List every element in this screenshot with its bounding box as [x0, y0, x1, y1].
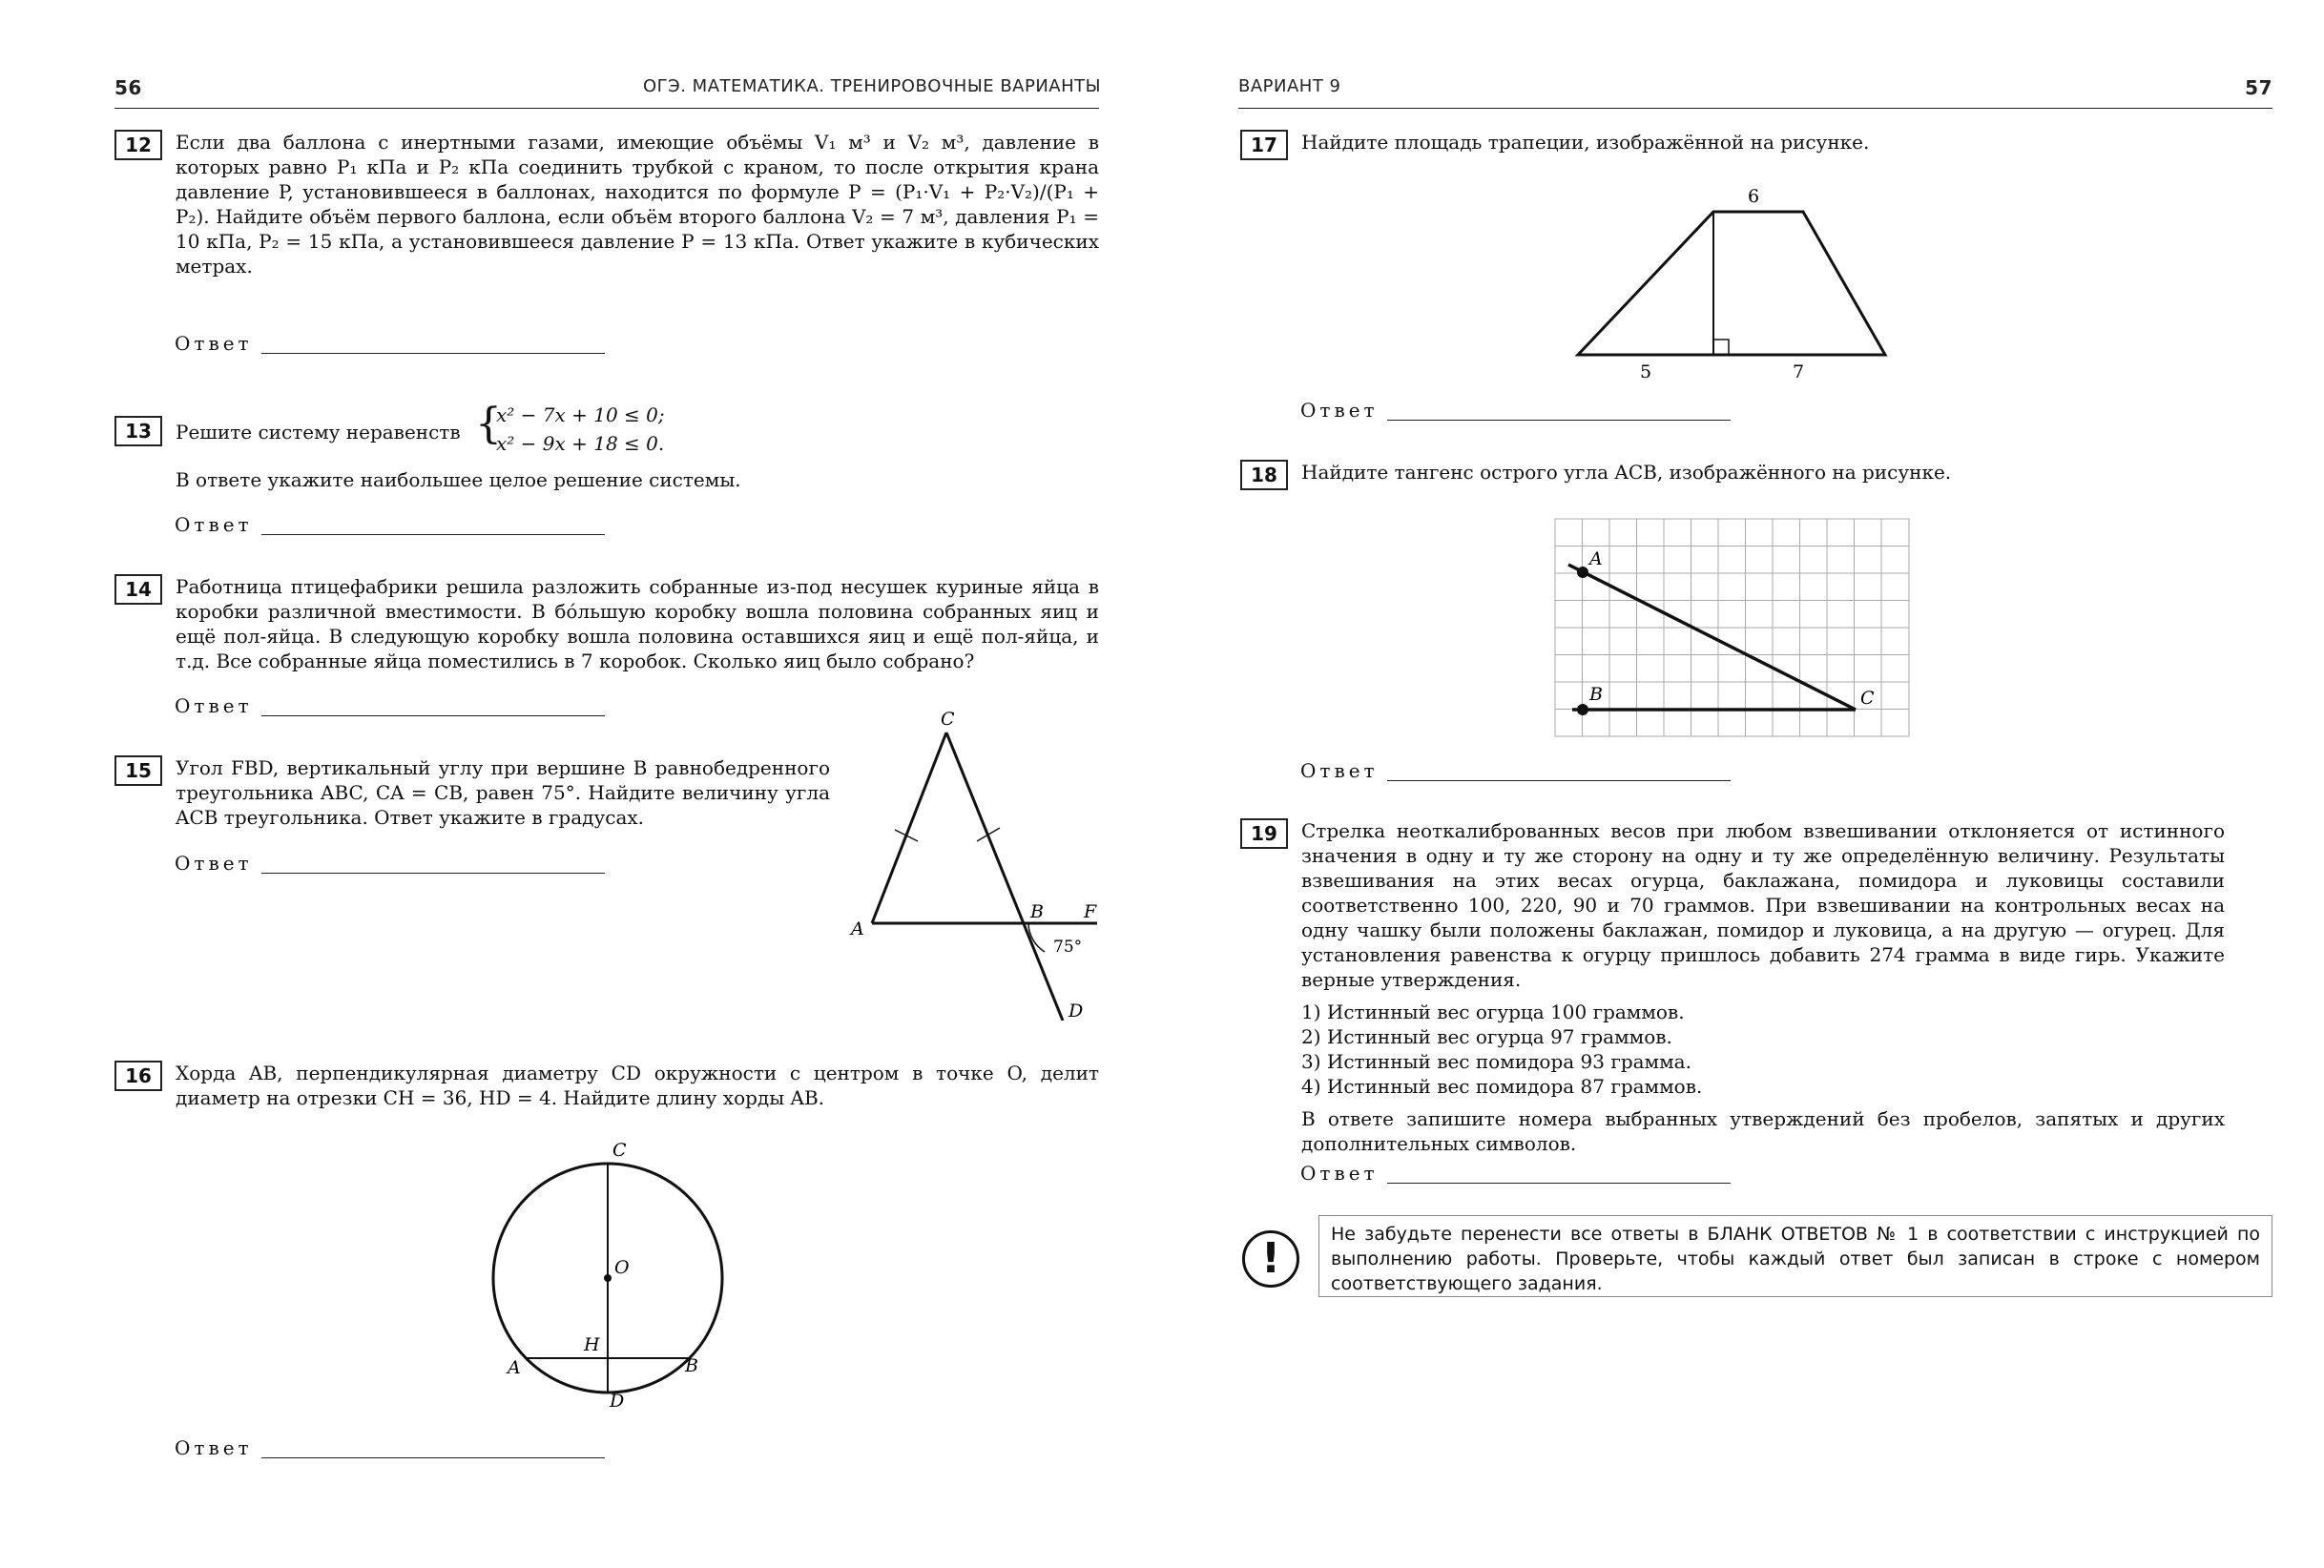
answer-label: Ответ: [175, 694, 253, 717]
answer-label: Ответ: [175, 852, 253, 875]
inequality-1: x² − 7x + 10 ≤ 0;: [496, 403, 665, 426]
label-right-base: 7: [1792, 361, 1805, 382]
label-h: H: [584, 1334, 600, 1355]
label-f: F: [1084, 901, 1097, 922]
answer-field[interactable]: [261, 715, 605, 716]
grid-lines: [1555, 519, 1909, 736]
angle-label: 75°: [1053, 938, 1083, 957]
page-number: 57: [2245, 76, 2272, 99]
answer-field[interactable]: [261, 353, 605, 354]
task-number: 14: [114, 574, 162, 605]
task-note: В ответе укажите наибольшее целое решение системы.: [176, 468, 741, 491]
label-c: C: [1860, 688, 1875, 709]
options-list: [1301, 1000, 1702, 1099]
notice-box: Не забудьте перенести все ответы в БЛАНК ОТВЕТОВ № 1 в соответствии с инструкцией по выполнению работы. Проверьте, чтобы каждый ответ был записан в строке с номером соответствующего задания.: [1318, 1215, 2272, 1297]
right-angle-mark: [1713, 340, 1729, 355]
task-text: Решите систему неравенств: [176, 421, 461, 444]
label-c: C: [941, 709, 955, 730]
answer-label: Ответ: [1300, 399, 1379, 422]
task-number: 19: [1240, 818, 1288, 849]
task-note: В ответе запишите номера выбранных утверждений без пробелов, запятых и других дополнительных символов.: [1301, 1107, 2225, 1155]
answer-field[interactable]: [261, 1457, 605, 1458]
label-b: B: [1030, 901, 1044, 922]
label-b: B: [685, 1355, 698, 1376]
label-left-base: 5: [1639, 361, 1652, 382]
system-inequalities: [496, 401, 665, 458]
trapezoid-figure: [1565, 179, 1908, 389]
answer-field[interactable]: [1387, 420, 1731, 421]
task-number: 17: [1240, 130, 1288, 160]
answer-label: Ответ: [1300, 1162, 1379, 1185]
label-d: D: [610, 1391, 625, 1412]
answer-label: Ответ: [175, 1436, 253, 1459]
answer-field[interactable]: [261, 873, 605, 874]
task-text: Стрелка неоткалиброванных весов при любом взвешивании отклоняется от истинного значения в одну и ту же сторону на одну и ту же определённую величину. Результаты взвешивания на этих весах огурца, баклажана, помидора и луковицы составили соответственно 100, 220, 90 и 70 граммов. При взвешивании на контрольных весах на одну чашку были положены баклажан, помидор и луковица, а на другую — огурец. Для установления равенства к огурцу пришлось добавить 274 грамма в виде гирь. Укажите верные утверждения.: [1301, 819, 2225, 991]
answer-field[interactable]: [1387, 1183, 1731, 1184]
header-rule: [114, 108, 1099, 109]
task-text: Угол FBD, вертикальный углу при вершине B равнобедренного треугольника ABC, CA = CB, равен 75°. Найдите величину угла ACB треугольника. Ответ укажите в градусах.: [176, 756, 830, 829]
task-number: 18: [1240, 460, 1288, 490]
option-3: 3) Истинный вес помидора 93 грамма.: [1301, 1050, 1691, 1073]
label-d: D: [1069, 1001, 1084, 1021]
label-a: A: [1589, 548, 1603, 569]
answer-field[interactable]: [261, 534, 605, 535]
point-a: [1577, 567, 1588, 578]
center-point: [604, 1274, 612, 1282]
system-brace: {: [475, 400, 502, 448]
answer-label: Ответ: [1300, 759, 1379, 782]
side-cb-extended: [946, 732, 1063, 1021]
triangle-figure: [840, 706, 1116, 1021]
task-text: Если два баллона с инертными газами, имеющие объёмы V₁ м³ и V₂ м³, давление в которых равно P₁ кПа и P₂ кПа соединить трубкой с краном, то после открытия крана давление P, установившееся в баллонах, находится по формуле P = (P₁·V₁ + P₂·V₂)/(P₁ + P₂). Найдите объём первого баллона, если объём второго баллона V₂ = 7 м³, давления P₁ = 10 кПа, P₂ = 15 кПа, а установившееся давление P = 13 кПа. Ответ укажите в кубических метрах.: [176, 131, 1099, 278]
grid-figure: [1546, 515, 1918, 744]
task-text: Хорда AB, перпендикулярная диаметру CD окружности с центром в точке O, делит диаметр на отрезки CH = 36, HD = 4. Найдите длину хорды AB.: [176, 1062, 1099, 1109]
answer-field[interactable]: [1387, 780, 1731, 781]
label-o: O: [614, 1257, 630, 1278]
side-ca: [872, 732, 946, 923]
task-text: Найдите тангенс острого угла ACB, изображённого на рисунке.: [1301, 461, 1952, 484]
task-number: 13: [114, 416, 162, 446]
label-top: 6: [1747, 186, 1760, 207]
label-a: A: [851, 918, 864, 939]
exclamation-icon: !: [1242, 1230, 1299, 1288]
task-text: Работница птицефабрики решила разложить собранные из-под несушек куриные яйца в коробки различной вместимости. В бо́льшую коробку вошла половина собранных яиц и ещё пол-яйца. В следующую коробку вошла половина оставшихся яиц и ещё пол-яйца, и т.д. Все собранные яйца поместились в 7 коробок. Сколько яиц было собрано?: [176, 575, 1099, 672]
answer-label: Ответ: [175, 332, 253, 355]
point-b: [1577, 704, 1588, 715]
ray-ca: [1568, 565, 1856, 710]
circle-figure: [487, 1137, 744, 1413]
task-number: 16: [114, 1061, 162, 1091]
label-b: B: [1589, 684, 1603, 705]
running-header: ОГЭ. МАТЕМАТИКА. ТРЕНИРОВОЧНЫЕ ВАРИАНТЫ: [643, 76, 1102, 96]
inequality-2: x² − 9x + 18 ≤ 0.: [496, 432, 665, 455]
option-2: 2) Истинный вес огурца 97 граммов.: [1301, 1025, 1672, 1048]
option-4: 4) Истинный вес помидора 87 граммов.: [1301, 1075, 1703, 1098]
angle-arc: [1028, 923, 1045, 952]
label-c: C: [612, 1140, 627, 1161]
label-a: A: [508, 1357, 521, 1378]
task-number: 15: [114, 755, 162, 786]
task-number: 12: [114, 130, 162, 160]
page-number: 56: [114, 76, 142, 99]
answer-label: Ответ: [175, 513, 253, 536]
running-header: ВАРИАНТ 9: [1238, 76, 1341, 96]
trapezoid: [1578, 212, 1885, 355]
option-1: 1) Истинный вес огурца 100 граммов.: [1301, 1001, 1685, 1023]
header-rule: [1238, 108, 2272, 109]
task-text: Найдите площадь трапеции, изображённой на рисунке.: [1301, 131, 1870, 154]
